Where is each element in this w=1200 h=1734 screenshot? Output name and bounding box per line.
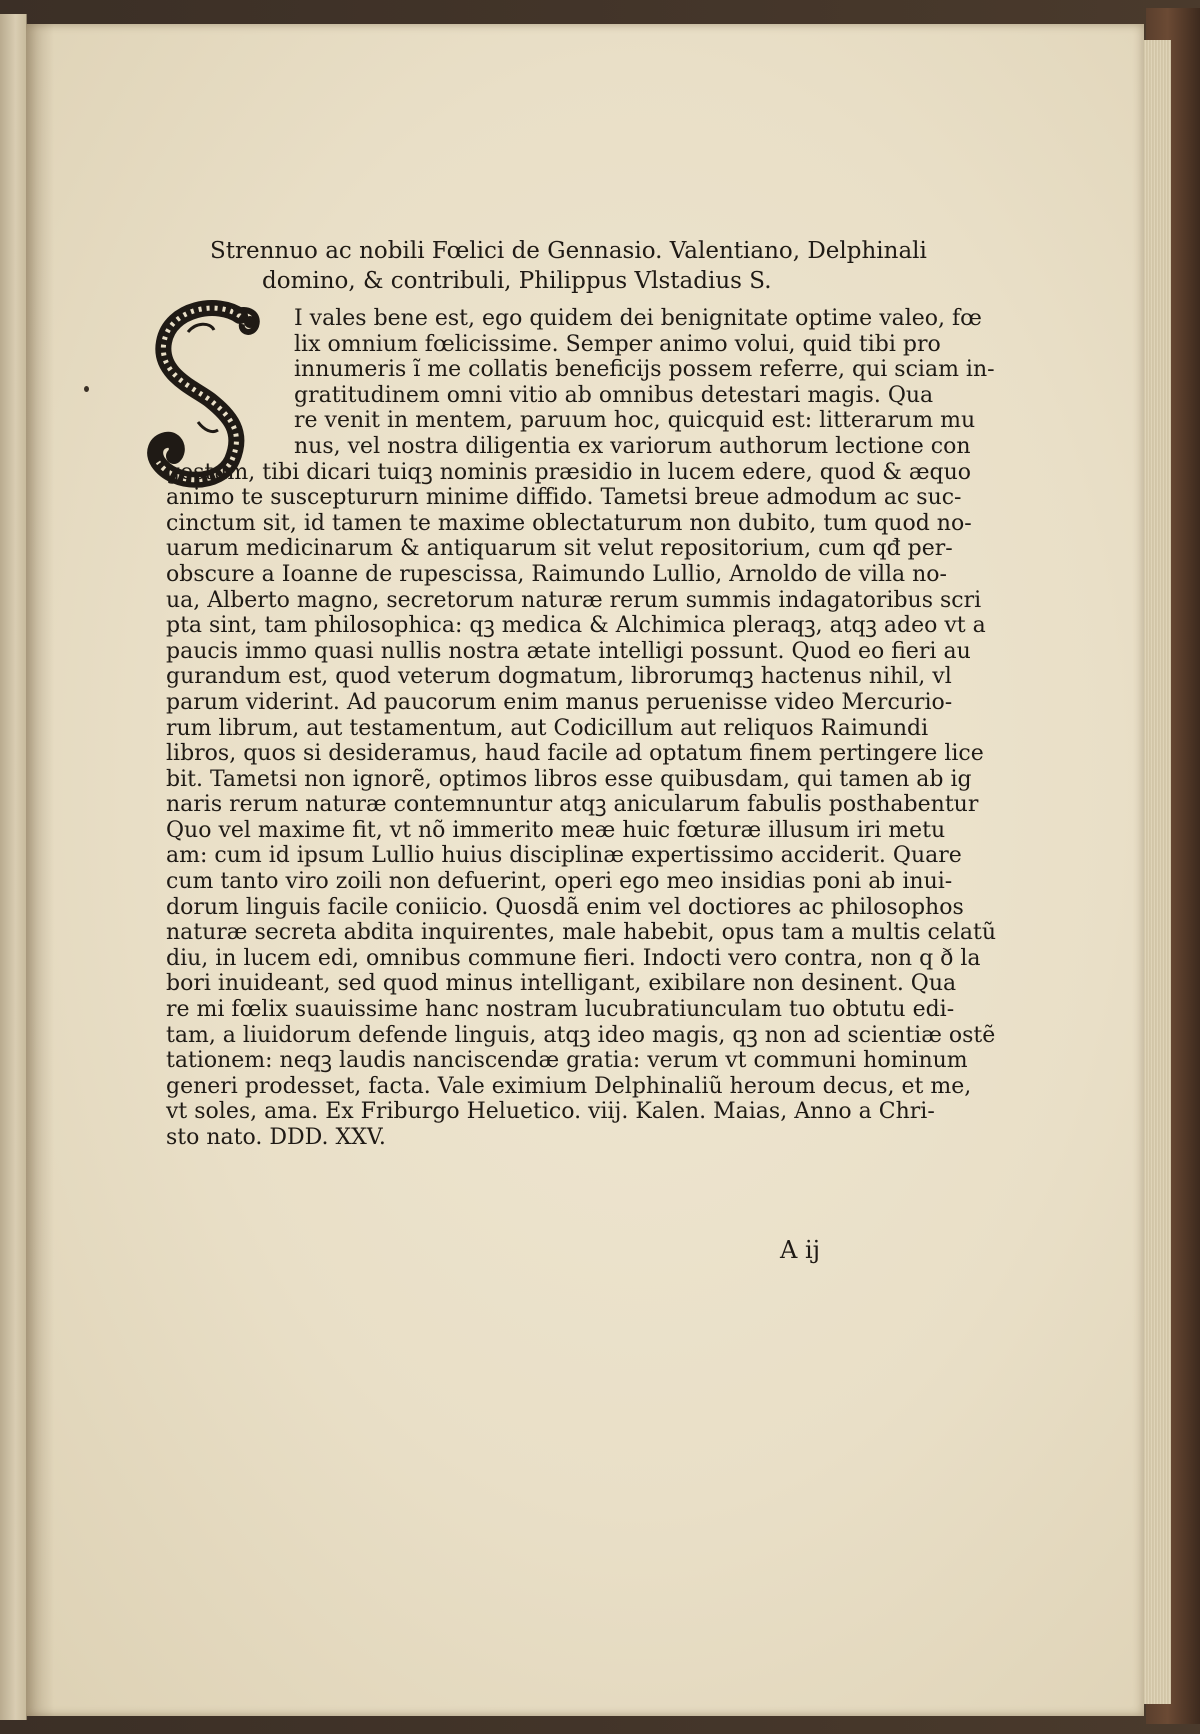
page-stack-edge xyxy=(1140,40,1171,1704)
text-line: cum tanto viro zoili non defuerint, operi ego meo insidias poni ab inui- xyxy=(166,869,953,895)
text-line: gestum, tibi dicari tuiqꝫ nominis præsidio in lucem edere, quod & æquo xyxy=(166,459,972,485)
signature-mark: A ij xyxy=(780,1236,821,1264)
dedication-heading xyxy=(210,236,927,296)
text-line: obscure a Ioanne de rupescissa, Raimundo Lullio, Arnoldo de villa no- xyxy=(166,561,947,587)
text-line: I vales bene est, ego quidem dei benignitate optime valeo, fœ xyxy=(294,306,982,331)
text-line: re mi fœlix suauissime hanc nostram lucubratiunculam tuo obtutu edi- xyxy=(166,997,955,1023)
text-line: libros, quos si desideramus, haud facile ad optatum finem pertingere lice xyxy=(166,741,984,767)
text-line: cinctum sit, id tamen te maxime oblectaturum non dubito, tum quod no- xyxy=(166,510,972,536)
text-line: tam, a liuidorum defende linguis, atqꝫ ideo magis, qꝫ non ad scientiæ ostẽ xyxy=(166,1022,996,1048)
gutter-shadow xyxy=(26,24,54,1716)
ink-spot xyxy=(84,386,89,392)
text-line: paucis immo quasi nullis nostra ætate intelligi possunt. Quod eo fieri au xyxy=(166,638,971,664)
text-line: am: cum id ipsum Lullio huius disciplinæ expertissimo acciderit. Quare xyxy=(166,843,962,869)
text-line: naris rerum naturæ contemnuntur atqꝫ anicularum fabulis posthabentur xyxy=(166,792,979,818)
dedication-text xyxy=(166,306,996,1151)
heading-line-2: domino, & contribuli, Philippus Vlstadius S. xyxy=(262,268,772,294)
text-line: nus, vel nostra diligentia ex variorum authorum lectione con xyxy=(294,433,971,459)
text-line: sto nato. DDD. XXV. xyxy=(166,1125,386,1150)
text-line: re venit in mentem, paruum hoc, quicquid est: litterarum mu xyxy=(294,408,976,434)
text-line: pta sint, tam philosophica: qꝫ medica & Alchimica pleraqꝫ, atqꝫ adeo vt a xyxy=(166,613,986,639)
text-line: diu, in lucem edi, omnibus commune fieri. Indocti vero contra, non q ð la xyxy=(166,945,981,971)
text-line: bori inuideant, sed quod minus intelligant, exibilare non desinent. Qua xyxy=(166,971,957,997)
text-line: Quo vel maxime fit, vt nõ immerito meæ huic fœturæ illusum iri metu xyxy=(166,817,946,843)
heading-line-1: Strennuo ac nobili Fœlici de Gennasio. Valentiano, Delphinali xyxy=(210,238,927,264)
text-line: ua, Alberto magno, secretorum naturæ rerum summis indagatoribus scri xyxy=(166,587,982,613)
text-line: parum viderint. Ad paucorum enim manus peruenisse video Mercurio- xyxy=(166,689,953,715)
left-page-edge xyxy=(0,14,27,1720)
text-line: innumeris ĩ me collatis beneficijs possem referre, qui sciam in- xyxy=(294,357,995,383)
text-line: lix omnium fœlicissime. Semper animo volui, quid tibi pro xyxy=(294,331,941,357)
text-line: tationem: neqꝫ laudis nanciscendæ gratia: verum vt communi hominum xyxy=(166,1048,968,1074)
initial-letter: S xyxy=(148,302,149,303)
text-line: dorum linguis facile coniicio. Quosdã enim vel doctiores ac philosophos xyxy=(166,894,964,920)
text-line: rum librum, aut testamentum, aut Codicillum aut reliquos Raimundi xyxy=(166,715,929,741)
text-line: bit. Tametsi non ignorẽ, optimos libros esse quibusdam, qui tamen ab ig xyxy=(166,766,972,792)
text-line: animo te susceptururn minime diffido. Tametsi breue admodum ac suc- xyxy=(166,485,962,511)
text-line: uarum medicinarum & antiquarum sit velut repositorium, cum qđ per- xyxy=(166,536,953,562)
text-line: generi prodesset, facta. Vale eximium Delphinaliũ heroum decus, et me, xyxy=(166,1073,972,1099)
text-line: naturæ secreta abdita inquirentes, male habebit, opus tam a multis celatũ xyxy=(166,920,996,946)
text-line: gratitudinem omni vitio ab omnibus detestari magis. Qua xyxy=(294,382,934,408)
text-line: vt soles, ama. Ex Friburgo Heluetico. viij. Kalen. Maias, Anno a Chri- xyxy=(166,1099,935,1125)
text-line: gurandum est, quod veterum dogmatum, librorumqꝫ hactenus nihil, vl xyxy=(166,664,952,690)
